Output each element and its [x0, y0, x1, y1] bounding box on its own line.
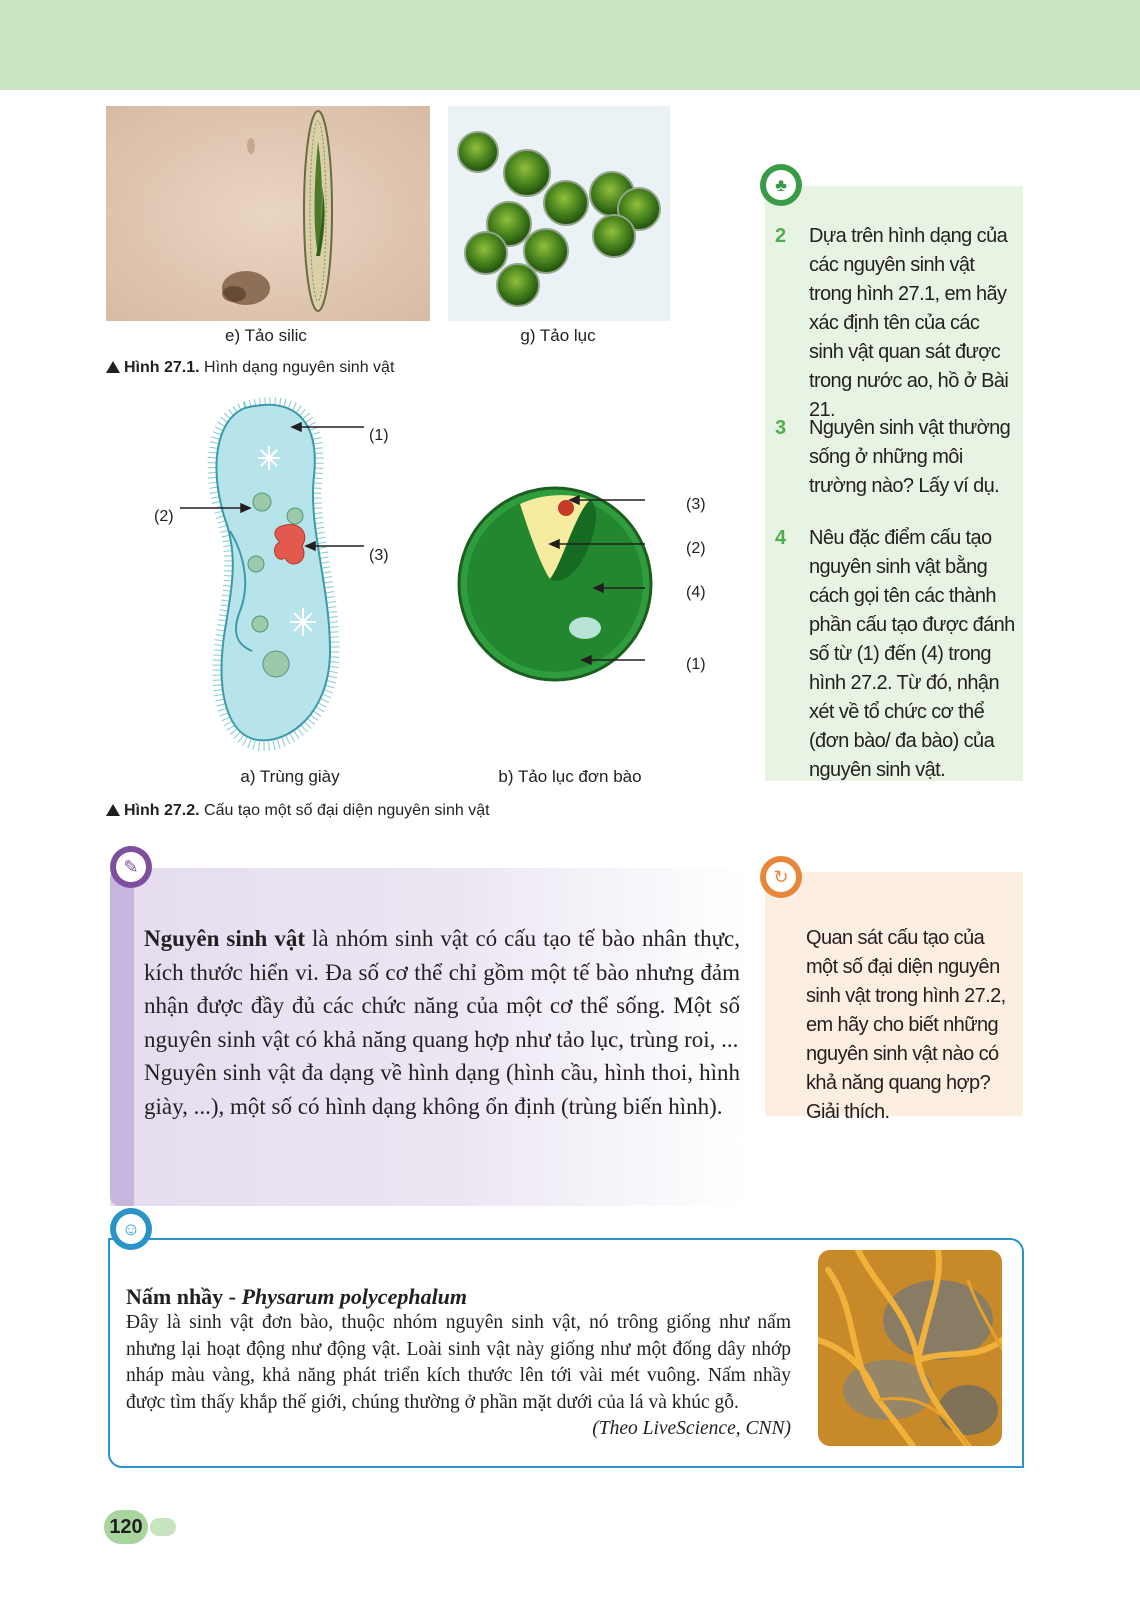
- summary-text: Nguyên sinh vật là nhóm sinh vật có cấu tạo tế bào nhân thực, kích thước hiển vi. Đa số cơ thể chỉ gồm một tế bào nhưng đảm nhận được đầy đủ các chức năng của một cơ thể sống. Một số nguyên sinh vật có khả năng quang hợp như tảo lục, trùng roi, ... Nguyên sinh vật đa dạng về hình dạng (hình cầu, hình thoi, hình giày, ...), một số có hình dạng không ổn định (trùng biến hình).: [144, 926, 741, 1119]
- label-a-3: (3): [369, 547, 389, 564]
- caption-g: g) Tảo lục: [520, 326, 596, 345]
- page-number: 120: [104, 1510, 148, 1544]
- info-pin-icon: ☺: [110, 1208, 152, 1250]
- photo-slime-mould: [818, 1250, 1002, 1446]
- observe-text: Quan sát cấu tạo của một số đại diện nguyên sinh vật trong hình 27.2, em hãy cho biết những nguyên sinh vật nào có khả năng quang hợp? Giải thích.: [806, 927, 1006, 1123]
- question-text: Nêu đặc điểm cấu tạo nguyên sinh vật bằng cách gọi tên các thành phần cấu tạo được đánh số từ (1) đến (4) trong hình 27.2. Từ đó, nhận xét về tổ chức cơ thể (đơn bào/ đa bào) của nguyên sinh vật.: [809, 527, 1015, 781]
- photo-diatom: [106, 106, 430, 321]
- question-number: 2: [775, 225, 786, 247]
- diagram-green-algae: [450, 484, 660, 684]
- caption-e: e) Tảo silic: [225, 326, 307, 345]
- label-b-4: (4): [686, 584, 706, 601]
- label-b-1: (1): [686, 656, 706, 673]
- figure-27-1-title: Hình 27.1. Hình dạng nguyên sinh vật: [106, 359, 394, 377]
- triangle-icon: [106, 804, 120, 816]
- summary-pin-icon: ✎: [110, 846, 152, 888]
- photo-green-algae: [448, 106, 670, 321]
- summary-para2: Nguyên sinh vật đa dạng về hình dạng (hình cầu, hình thoi, hình giày, ...), một số có hình dạng không ổn định (trùng biến hình).: [144, 1060, 740, 1119]
- info-body: Đây là sinh vật đơn bào, thuộc nhóm nguyên sinh vật, nó trông giống như nấm nhưng lại hoạt động như động vật. Loài sinh vật này giống như một đống dây nhớp nháp màu vàng, khả năng phát triển kích thước lên tới vài mét vuông. Nấm nhầy được tìm thấy khắp thế giới, chúng thường ở phần mặt dưới của lá và khúc gỗ.: [126, 1312, 791, 1413]
- summary-accent-bar: [110, 868, 134, 1206]
- info-title: Nấm nhầy - Physarum polycephalum: [126, 1284, 468, 1309]
- header-band: [0, 0, 1140, 90]
- caption-b: b) Tảo lục đơn bào: [498, 767, 642, 786]
- question-pin-icon: ♣: [760, 164, 802, 206]
- question-text: Nguyên sinh vật thường sống ở những môi trường nào? Lấy ví dụ.: [809, 417, 1011, 497]
- observe-pin-icon: ↻: [760, 856, 802, 898]
- triangle-icon: [106, 361, 120, 373]
- caption-a: a) Trùng giày: [240, 767, 340, 786]
- question-text: Dựa trên hình dạng của các nguyên sinh vật trong hình 27.1, em hãy xác định tên của các sinh vật quan sát được trong nước ao, hồ ở Bài 21.: [809, 225, 1009, 421]
- info-source: (Theo LiveScience, CNN): [592, 1418, 791, 1439]
- question-panel: [765, 186, 1023, 781]
- figure-27-2-title: Hình 27.2. Cấu tạo một số đại diện nguyên sinh vật: [106, 802, 490, 820]
- label-a-1: (1): [369, 427, 389, 444]
- summary-term: Nguyên sinh vật: [144, 926, 305, 951]
- question-item: [775, 414, 1015, 501]
- diagram-paramecium: [140, 396, 410, 766]
- question-item: [775, 524, 1015, 785]
- question-number: 3: [775, 417, 786, 439]
- question-item: [775, 222, 1015, 425]
- question-number: 4: [775, 527, 786, 549]
- label-a-2: (2): [154, 508, 174, 525]
- label-b-2: (2): [686, 540, 706, 557]
- page-number-dot: [150, 1518, 176, 1536]
- label-b-3: (3): [686, 496, 706, 513]
